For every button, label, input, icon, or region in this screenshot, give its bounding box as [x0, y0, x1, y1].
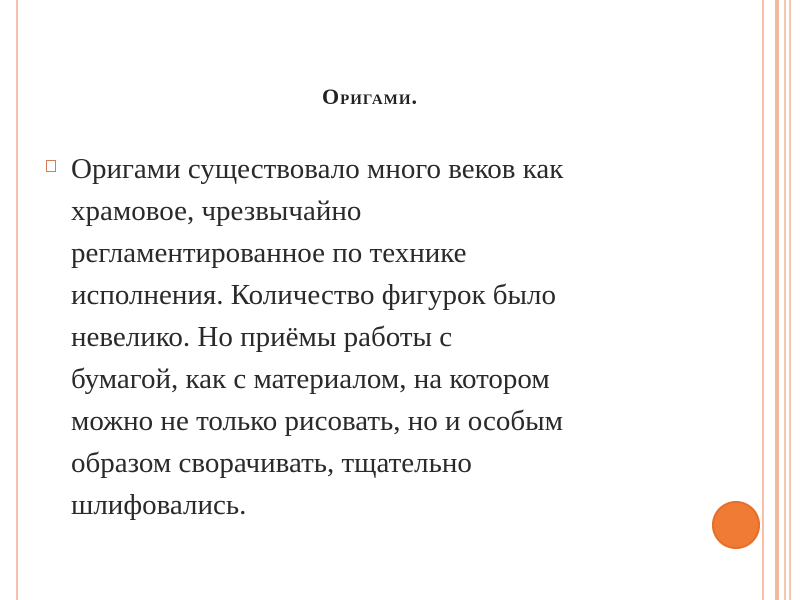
slide-title — [0, 84, 740, 110]
orange-circle-decoration — [712, 501, 760, 549]
decorative-stripe — [789, 0, 791, 600]
bullet-item — [46, 148, 696, 526]
decorative-stripe — [784, 0, 786, 600]
bullet-text: Оригами существовало много веков как храмовое, чрезвычайно регламентированное по технике исполнения. Количество фигурок было невелико. Но приёмы работы с бумагой, как с материалом, на котором можно не только рисовать, но и особым образом сворачивать, тщательно шлифовались. — [71, 153, 564, 521]
decorative-stripe — [775, 0, 779, 600]
bullet-square-icon — [46, 160, 56, 172]
slide-title-text: Оригами. — [321, 84, 418, 109]
